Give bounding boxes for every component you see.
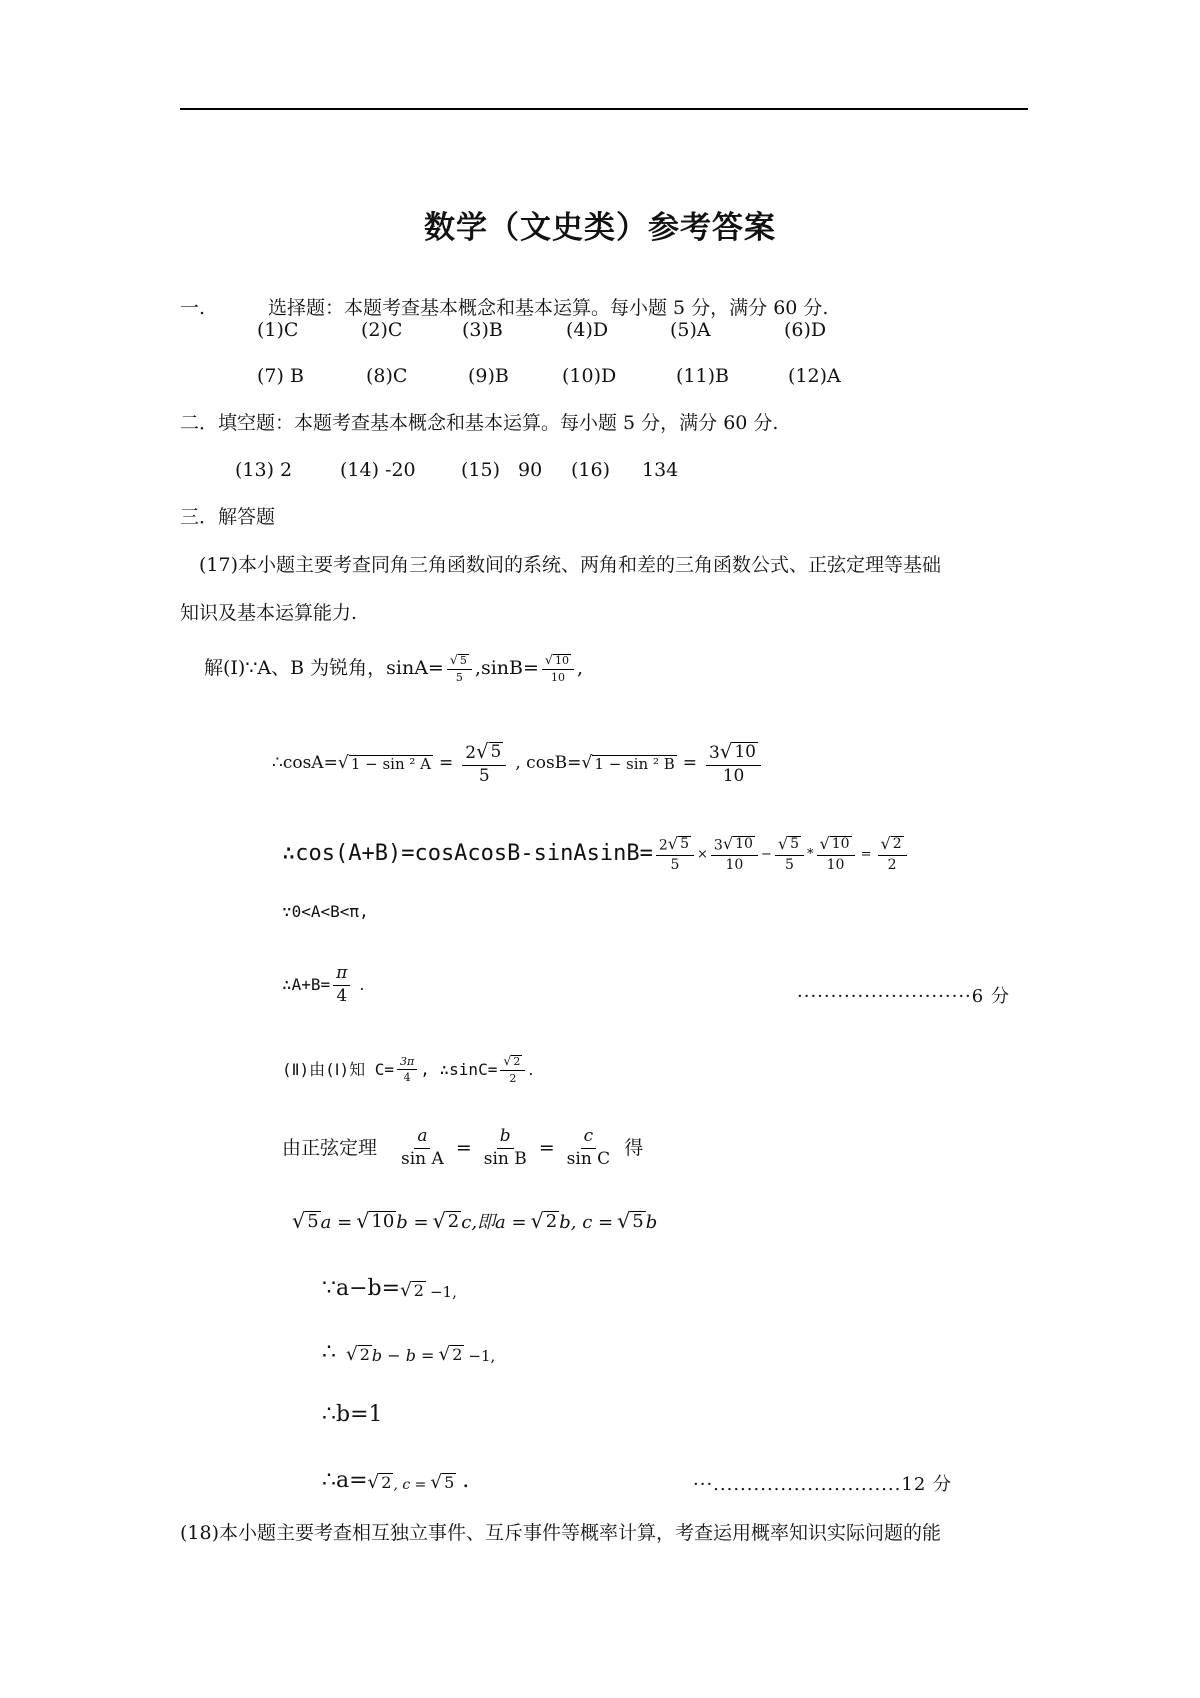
fraction-cosB-value: 3 √ 10 10 — [711, 836, 758, 873]
fraction-sinB-value: √ 10 10 — [817, 836, 855, 873]
answer-9: (9)B — [468, 365, 509, 387]
section3-heading: 三．解答题 — [180, 506, 276, 528]
q17-step7: 由正弦定理 $\frac{a}{\text{sin A}}$ = $\frac{b}{\text{sin B}}$ = $\frac{c}{\text{sin C}}$ 得 — [282, 1126, 644, 1169]
answer-8: (8)C — [366, 365, 408, 387]
score-6: ··························6 分 — [797, 986, 1010, 1007]
fraction-pi-over-4: $\frac{\pi}{4}$ — [333, 965, 350, 1006]
fraction-cosA-value: 2 √ 5 5 — [656, 836, 694, 873]
fraction-sinA: √ 5 5 — [447, 654, 472, 684]
section1-heading: 选择题：本题考查基本概念和基本运算。每小题 5 分，满分 60 分. — [268, 297, 829, 319]
answer-11: (11)B — [676, 365, 729, 387]
answer-5: (5)A — [670, 319, 711, 341]
answer-15-value: 90 — [518, 459, 543, 481]
sqrt-cosA: √ 1 − sin ² A — [337, 753, 432, 774]
answer-16-label: (16) — [571, 459, 611, 481]
answer-13: (13) 2 — [235, 459, 293, 481]
answer-1: (1)C — [257, 319, 299, 341]
section1-number: 一. — [180, 297, 206, 319]
fraction-3pi-over-4: $\frac{3\pi}{4}$ — [397, 1056, 417, 1084]
q17-step9: ∵a−b= √ 2 −1, — [322, 1276, 457, 1301]
score-12: ···............................12 分 — [693, 1474, 952, 1495]
answer-3: (3)B — [462, 319, 503, 341]
q17-step11: ∴b=1 — [322, 1402, 383, 1427]
q17-step4: ∵0<A<B<π, — [282, 902, 369, 921]
fraction-c-sinC: $\frac{c}{\text{sin C}}$ — [566, 1126, 611, 1169]
fraction-sinB: √ 10 10 — [542, 654, 574, 684]
page-title: 数学（文史类）参考答案 — [424, 210, 776, 246]
answer-7: (7) B — [257, 365, 304, 387]
q17-intro-line2: 知识及基本运算能力. — [180, 602, 358, 624]
fraction-cosA: 2 √ 5 5 — [462, 742, 506, 786]
q17-step5: ∴A+B= $\frac{\pi}{4}$ . — [282, 963, 365, 1006]
fraction-sinA-value: √ 5 5 — [775, 836, 804, 873]
fraction-sinC: √ 2 2 — [500, 1055, 525, 1085]
answer-6: (6)D — [784, 319, 827, 341]
answer-15-label: (15) — [461, 459, 501, 481]
answer-10: (10)D — [562, 365, 617, 387]
fraction-cosB: 3 √ 10 10 — [706, 742, 761, 786]
q17-step3: ∴cos(A+B)=cosAcosB-sinAsinB= 2 √ 5 5 × 3 √ 10 10 − √ 5 5 * √ 10 10 = √ 2 2 — [282, 836, 910, 873]
q17-intro-line1: (17)本小题主要考查同角三角函数间的系统、两角和差的三角函数公式、正弦定理等基础 — [199, 554, 942, 576]
q17-step10: ∴ √ 2 b − b = √ 2 −1, — [322, 1340, 496, 1365]
header-rule — [180, 108, 1028, 110]
answer-16-value: 134 — [642, 459, 679, 481]
answer-14: (14) -20 — [340, 459, 416, 481]
fraction-b-sinB: $\frac{b}{\text{sin B}}$ — [483, 1126, 527, 1169]
answer-12: (12)A — [788, 365, 841, 387]
q17-step6: (Ⅱ)由(Ⅰ)知 C= $\frac{3\pi}{4}$ , ∴sinC= √ 2 2 . — [282, 1053, 534, 1086]
answer-2: (2)C — [361, 319, 403, 341]
fraction-a-sinA: $\frac{a}{\text{sin A}}$ — [401, 1126, 444, 1169]
answer-4: (4)D — [566, 319, 609, 341]
q17-step12: ∴a= √ 2 , c = √ 5 . — [322, 1468, 470, 1493]
q17-step8: √ 5 a = √ 10 b = √ 2 c,即a = √ 2 b, c = √ 5 b — [292, 1209, 658, 1234]
fraction-result: √ 2 2 — [878, 836, 907, 873]
sqrt-cosB: √ 1 − sin ² B — [581, 753, 675, 774]
section2-heading: 二．填空题：本题考查基本概念和基本运算。每小题 5 分，满分 60 分. — [180, 412, 779, 434]
q17-step1: 解(Ⅰ)∵A、B 为锐角，sinA= √ 5 5 ,sinB= √ 10 10 , — [204, 652, 584, 685]
q18-intro: (18)本小题主要考查相互独立事件、互斥事件等概率计算，考查运用概率知识实际问题的能 — [180, 1522, 942, 1544]
q17-step2: ∴cosA= √ 1 − sin ² A = 2 √ 5 5 , cosB= √ 1 − sin ² B = 3 √ 10 10 — [272, 742, 764, 786]
